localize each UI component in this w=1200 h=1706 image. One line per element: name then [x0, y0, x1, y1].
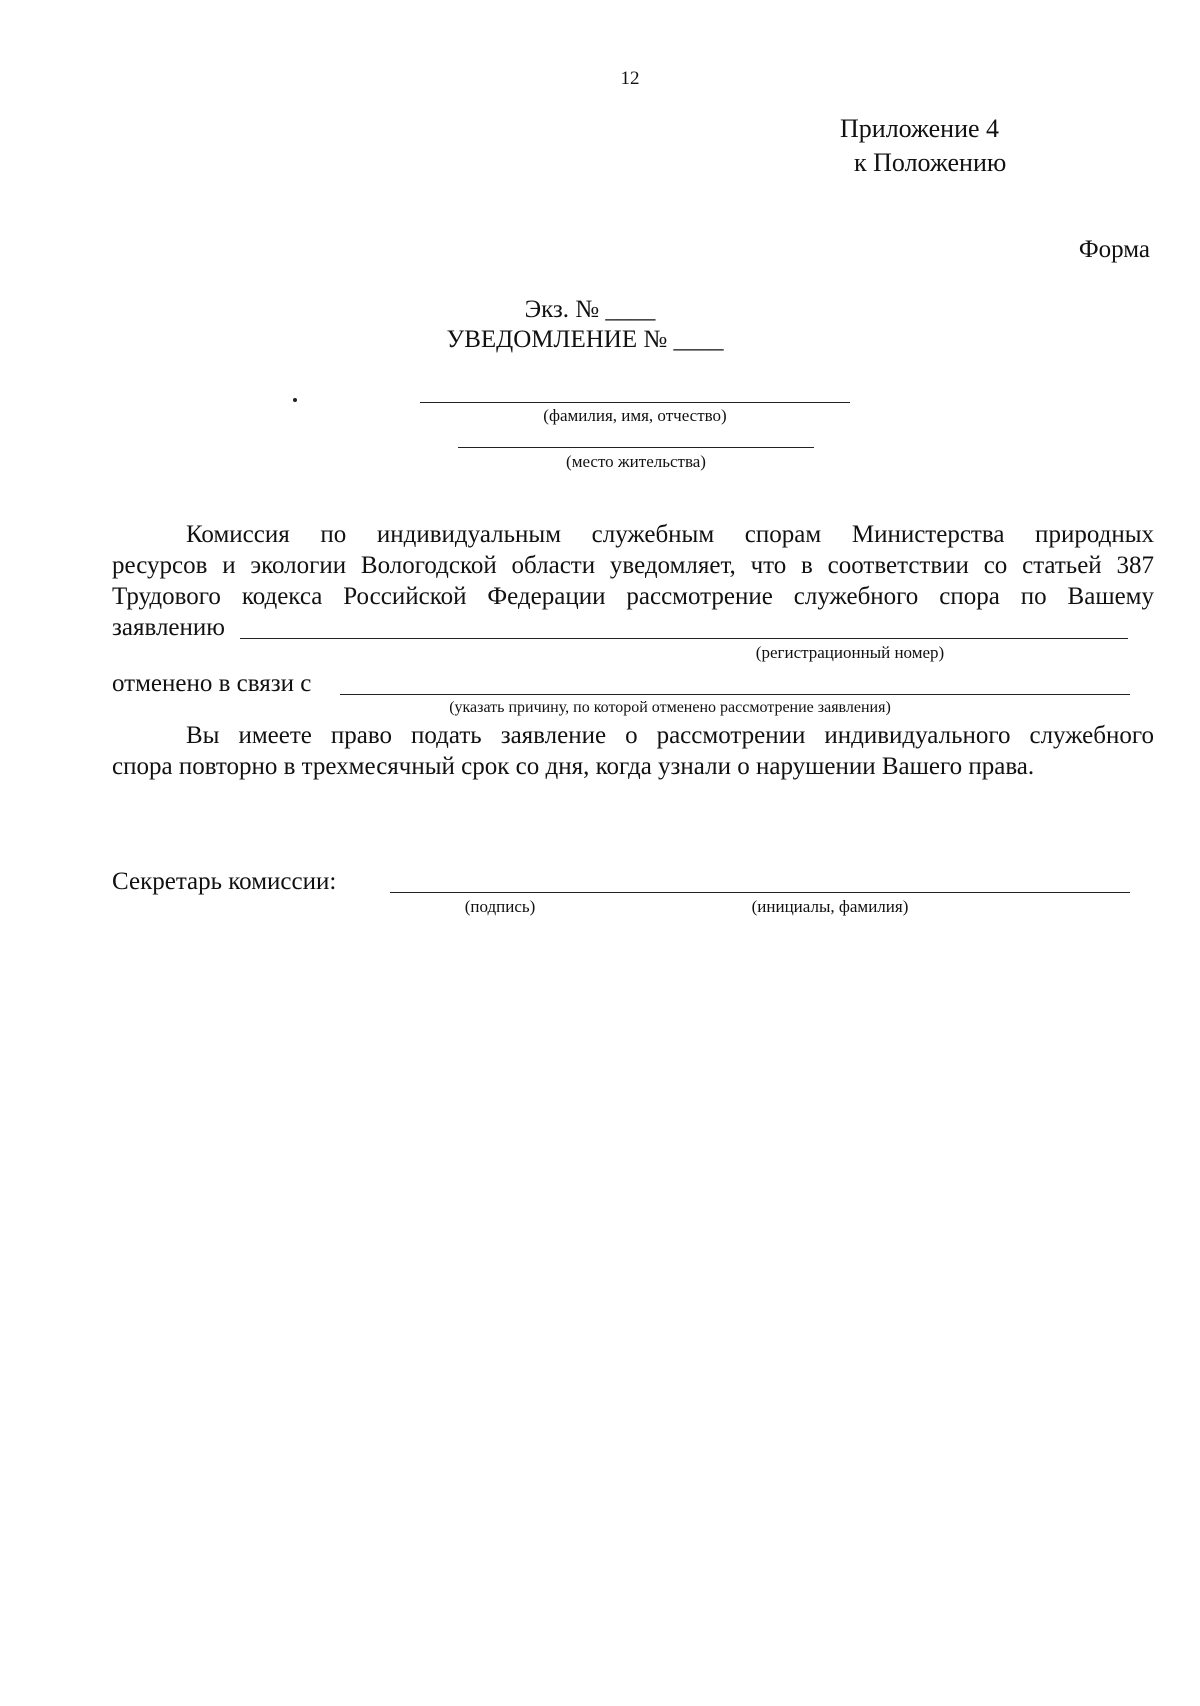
- body-p1-line-3: Трудового кодекса Российской Федерации рассмотрение служебного спора по Вашему: [112, 583, 1154, 610]
- body-p1-line-1: Комиссия по индивидуальным служебным спорам Министерства природных: [186, 521, 1154, 548]
- signature-line: [390, 892, 1130, 893]
- initials-caption: (инициалы, фамилия): [751, 897, 909, 916]
- full-name-line: [420, 402, 850, 403]
- stray-dot: [293, 398, 297, 402]
- copy-number: Экз. № ____: [524, 296, 656, 323]
- appendix-line-1: Приложение 4: [840, 114, 1000, 143]
- registration-caption: (регистрационный номер): [755, 643, 945, 662]
- full-name-caption: (фамилия, имя, отчество): [543, 406, 727, 425]
- secretary-label: Секретарь комиссии:: [112, 868, 337, 895]
- residence-caption: (место жительства): [566, 452, 706, 471]
- form-label: Форма: [1078, 236, 1150, 263]
- appendix-line-2: к Положению: [854, 148, 1007, 177]
- reason-line: [340, 694, 1130, 695]
- notice-title: УВЕДОМЛЕНИЕ № ____: [446, 326, 724, 353]
- body-p2-line-1: Вы имеете право подать заявление о рассмотрении индивидуального служебного: [186, 722, 1154, 749]
- appendix-heading: [840, 112, 1140, 180]
- body-p2-line-2: спора повторно в трехмесячный срок со дня, когда узнали о нарушении Вашего права.: [112, 753, 1035, 780]
- page-number: 12: [620, 68, 640, 89]
- signature-caption: (подпись): [464, 897, 536, 916]
- body-p1-line-4: заявлению: [112, 614, 225, 641]
- body-p1-line-2: ресурсов и экологии Вологодской области уведомляет, что в соответствии со статьей 387: [112, 552, 1154, 579]
- registration-line: [240, 638, 1128, 639]
- reason-caption: (указать причину, по которой отменено рассмотрение заявления): [449, 699, 891, 716]
- residence-line: [458, 447, 814, 448]
- body-p1-line-5: отменено в связи с: [112, 670, 312, 697]
